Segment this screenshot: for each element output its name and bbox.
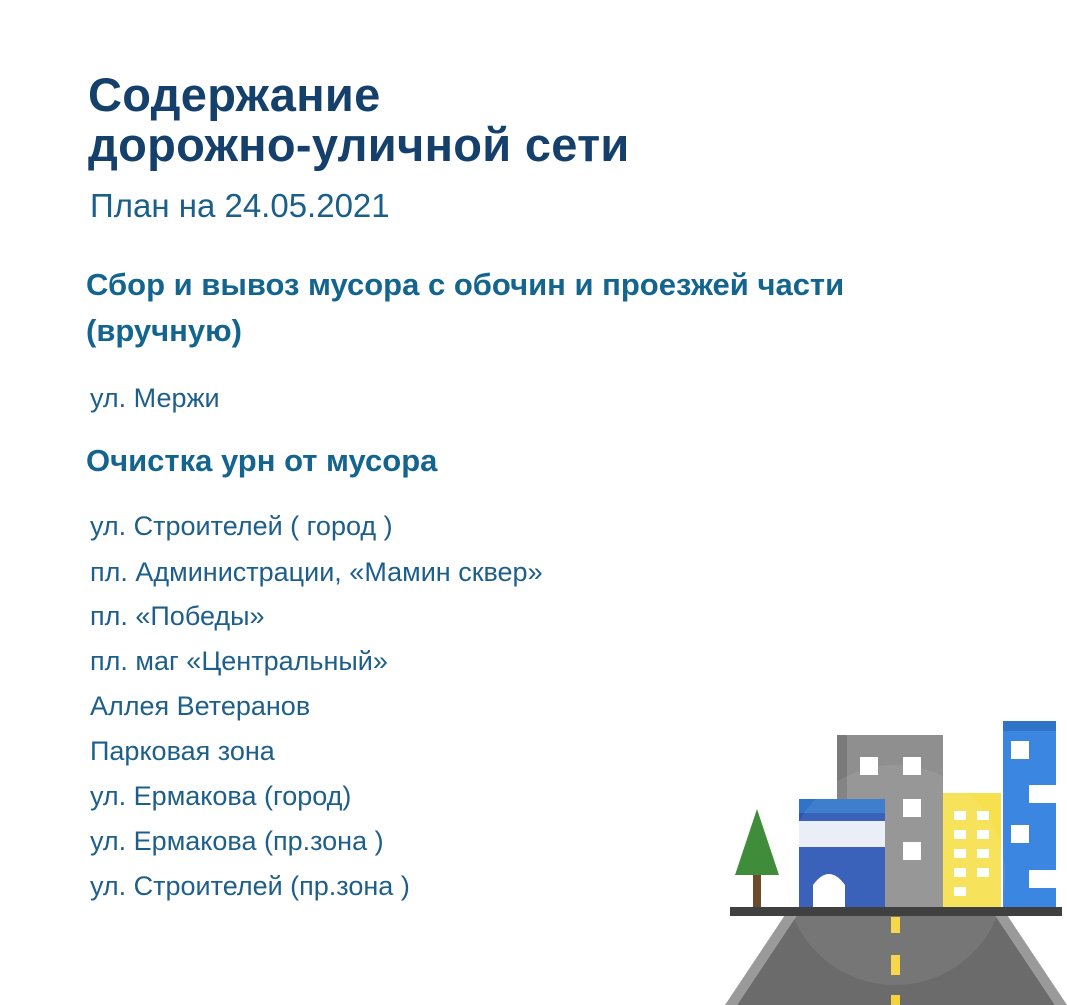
section-heading-garbage-collection bbox=[86, 262, 844, 354]
list-item: ул. Ермакова (пр.зона ) bbox=[90, 826, 384, 856]
list-item: ул. Строителей (пр.зона ) bbox=[90, 871, 410, 901]
page-title-line2: дорожно-уличной сети bbox=[88, 118, 630, 171]
list-item: ул. Строителей ( город ) bbox=[90, 511, 393, 541]
page-title bbox=[88, 70, 630, 170]
section-heading-line2: (вручную) bbox=[86, 313, 242, 348]
list-item: пл. Администрации, «Мамин сквер» bbox=[90, 557, 543, 587]
list-item: пл. «Победы» bbox=[90, 601, 265, 631]
list-item: Аллея Ветеранов bbox=[90, 691, 311, 721]
list-item: ул. Мержи bbox=[90, 383, 220, 413]
list-item: Парковая зона bbox=[90, 736, 275, 766]
plan-date: План на 24.05.2021 bbox=[90, 187, 390, 224]
page-title-line1: Содержание bbox=[88, 68, 381, 121]
list-item: пл. маг «Центральный» bbox=[90, 646, 388, 676]
city-road-icon bbox=[725, 715, 1067, 1005]
section-heading-bin-cleaning bbox=[86, 438, 437, 484]
list-item: ул. Ермакова (город) bbox=[90, 781, 352, 811]
section-heading-line1: Очистка урн от мусора bbox=[86, 443, 438, 478]
section-heading-line1: Сбор и вывоз мусора с обочин и проезжей части bbox=[86, 267, 845, 302]
